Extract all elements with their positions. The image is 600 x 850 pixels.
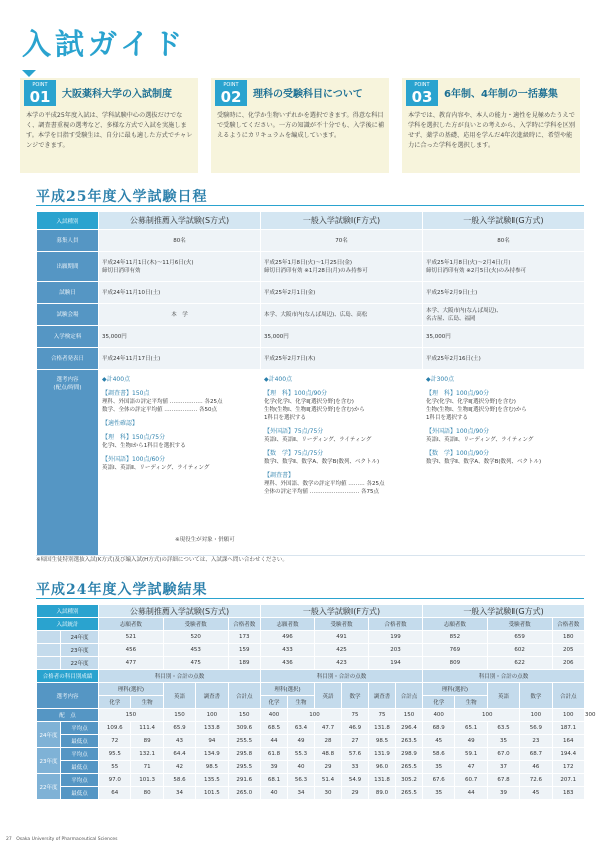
table-cell: 67.8 [487,774,519,787]
table-row [37,735,585,748]
table-cell [423,370,585,556]
table-row [37,774,585,787]
point-label: POINT [414,82,430,88]
table-cell: 456 [99,644,164,657]
row-label: 募集人員 [37,230,99,252]
subject-heading: 【数 学】75点/75分 [264,450,324,457]
table-cell: 44 [455,787,487,800]
table-row [37,618,585,631]
table-cell: 400 [423,709,455,722]
subject-detail: 英語Ⅰ、英語Ⅱ、リーディング、ライティング [102,465,210,471]
subject-detail: 理科、外国語の評定平均値 ……………… 各25点 数学、全体の評定平均値 ……………… 各50点 [102,399,223,413]
table-cell: 35,000円 [423,326,585,348]
table-cell: 40 [260,787,287,800]
table-cell: 29 [314,761,341,774]
table-cell: 35,000円 [261,326,423,348]
point-body: 本学では、教育内容や、本人の能力・適性を見極めたうえで学科を選択した方が良いとの考えから、入学時に学科を区別せず、薬学の基礎、応用を学んだ4年次進級時に、希望や能力に合った学科を選択します。 [408,112,576,149]
table-cell: 配 点 [37,709,99,722]
subject-heading: 【数 学】100点/90分 [426,450,490,457]
table-row [37,252,585,282]
table-cell: 22年度 [37,774,61,800]
table-cell: 55.3 [287,748,314,761]
subject-heading: ◆計400点 [102,376,131,383]
table-cell: 47.7 [314,722,341,735]
table-cell: 150 [228,709,260,722]
table-cell: 志願者数 [99,618,164,631]
table-cell: 296.4 [395,722,422,735]
table-cell: 263.5 [395,735,422,748]
table-cell: 433 [260,644,314,657]
table-cell: 101.5 [196,787,228,800]
table-cell: 選考内容 [37,683,99,709]
table-cell: 453 [163,644,228,657]
table-cell: 英語 [487,683,519,709]
point-label: POINT [223,82,239,88]
page-title: 入試ガイド [22,27,187,61]
table-cell: 75 [341,709,368,722]
table-cell: 265.0 [228,787,260,800]
table-cell: 423 [314,657,368,670]
subject-heading: 【理 科】100点/90分 [264,390,328,397]
table-cell: 64 [99,787,131,800]
table-row [37,787,585,800]
row-header-label: 入試種別 [37,212,99,230]
subject-heading: 【理 科】150点/75分 [102,434,166,441]
table-cell: 33 [341,761,368,774]
table-cell: 35 [423,787,455,800]
table-cell: 35,000円 [99,326,261,348]
table-cell: 合計点 [395,683,422,709]
table-cell: 本 学 [99,304,261,326]
row-label: 合格者発表日 [37,348,99,370]
column-header: 一般入学試験Ⅰ(F方式) [261,212,423,230]
table-cell: 35 [487,735,519,748]
table-cell: 132.1 [131,748,163,761]
table-cell: 852 [423,631,488,644]
table-cell: 291.6 [228,774,260,787]
table-cell: 平成25年2月16日(土) [423,348,585,370]
table-cell: 55 [99,761,131,774]
divider [36,598,584,599]
row-label: 試験会場 [37,304,99,326]
page-footer: 27 Osaka University of Pharmaceutical Sciences [6,837,118,842]
table-cell: 志願者数 [423,618,488,631]
table-cell: 57.6 [341,748,368,761]
table-cell: 数学 [520,683,552,709]
table-cell: 64.4 [163,748,195,761]
table-cell: 公募制推薦入学試験(S方式) [99,605,261,618]
table-cell: 496 [260,631,314,644]
table-cell: 化学 [423,696,455,709]
table-cell: 89.0 [368,787,395,800]
table-cell: 37 [487,761,519,774]
table-cell: 合格者数 [368,618,422,631]
subject-heading: 【外国語】100点/90分 [426,428,490,435]
point-heading: 理科の受験科目について [253,89,363,100]
table-cell: 199 [368,631,422,644]
table-cell: 平成25年1月8日(火)〜2月4日(月) 締切日消印有効 ※2月5日(火)のみ持参可 [423,252,585,282]
table-cell: 49 [455,735,487,748]
point-1 [20,78,198,173]
table-cell: 46 [520,761,552,774]
table-cell: 98.5 [368,735,395,748]
table-cell: 659 [487,631,552,644]
table-cell: 207.1 [552,774,584,787]
table-cell: 68.1 [260,774,287,787]
table-cell: 131.8 [368,722,395,735]
table-cell: 769 [423,644,488,657]
subject-heading: ◆計300点 [426,376,455,383]
table-cell: 35 [423,761,455,774]
table-cell: 180 [552,631,584,644]
table-row [37,370,585,556]
table-cell: 英語 [314,683,341,709]
table-cell: 51.4 [314,774,341,787]
table-cell: 平成24年11月1日(木)〜11月6日(火) 締切日消印有効 [99,252,261,282]
point-number: 01 [29,88,51,106]
table-cell: 622 [487,657,552,670]
table-cell: 98.5 [196,761,228,774]
table-cell: 309.6 [228,722,260,735]
subject-detail: 数学Ⅰ、数学Ⅱ、数学A、数学B(数列、ベクトル) [426,459,542,465]
subject-detail: 化学(化学Ⅰ、化学Ⅱ[選択分野]を含む) 生物(生物Ⅰ、生物Ⅱ[選択分野]を含む)から 1科目を選択する [426,399,527,421]
table-row [37,348,585,370]
table-cell: 合計点 [552,683,584,709]
table-cell: 平成25年1月8日(火)〜1月25日(金) 締切日消印有効 ※1月28日(月)のみ持参可 [261,252,423,282]
table-cell: 194.4 [552,748,584,761]
table-row [37,761,585,774]
table-cell [37,657,61,670]
table-cell: 809 [423,657,488,670]
table-cell: 521 [99,631,164,644]
footnote: ※帰国生徒特別選抜入試(K方式)及び編入試(H方式)の詳細については、入試課へ問い合わせください。 [36,557,288,563]
table-cell: 合計点 [228,683,260,709]
table-cell: 化学 [260,696,287,709]
table-cell: 科目別・合計の点数 [423,670,585,683]
table-cell: 80 [131,787,163,800]
table-cell: 54.9 [341,774,368,787]
table-cell: 平成25年2月7日(木) [261,348,423,370]
table-cell: 520 [163,631,228,644]
table-cell: 平成25年2月9日(土) [423,282,585,304]
subject-detail: 英語Ⅰ、英語Ⅱ、リーディング、ライティング [264,437,372,443]
table-cell: 27 [341,735,368,748]
subject-heading: 【外国語】100点/60分 [102,456,166,463]
table-row [37,644,585,657]
table-cell: 40 [287,761,314,774]
table-cell [37,644,61,657]
schedule-table [36,211,585,556]
table-cell: 58.6 [423,748,455,761]
table-cell: 111.4 [131,722,163,735]
table-row [37,230,585,252]
table-cell: 80名 [423,230,585,252]
point-body: 受験時に、化学か生物いずれかを選択できます。得意な科目で受験してください。一方の知識が不十分でも、入学後に補えるようにカリキュラムを編成しています。 [217,112,385,139]
table-row [37,722,585,735]
table-cell: 72.6 [520,774,552,787]
point-body: 本学の平成25年度入試は、学科試験中心の選抜だけでなく、調査書重視の選考など、多様な方式で入試を実施します。本学を目指す受験生は、自分に最も適した方式でチャレンジできます。 [26,112,193,149]
table-cell: 一般入学試験Ⅱ(G方式) [423,605,585,618]
subject-detail: 化学Ⅰ、生物Ⅰから1科目を選択する [102,443,186,449]
table-cell: 63.4 [287,722,314,735]
table-cell: 70名 [261,230,423,252]
table-cell: 75 [368,709,395,722]
table-cell [261,370,423,556]
table-cell: 45 [520,787,552,800]
table-cell: 理科(選択) [99,683,164,696]
table-cell: 42 [163,761,195,774]
table-cell: 65.1 [455,722,487,735]
table-cell: 60.7 [455,774,487,787]
table-cell: 29 [341,787,368,800]
table-cell: 265.5 [395,761,422,774]
table-cell: 100 [455,709,520,722]
table-cell: 97.0 [99,774,131,787]
table-cell: 100 [520,709,552,722]
table-cell: 23 [520,735,552,748]
table-cell: 96.0 [368,761,395,774]
schedule-heading: 平成25年度入学試験日程 [36,189,208,205]
table-cell: 23年度 [61,644,99,657]
table-cell [99,370,261,556]
table-cell: 183 [552,787,584,800]
table-cell: 265.5 [395,787,422,800]
table-cell: 調査書 [368,683,395,709]
table-cell: 89 [131,735,163,748]
table-cell: 39 [487,787,519,800]
point-badge [24,80,56,106]
point-heading: 大阪薬科大学の入試制度 [62,89,172,100]
table-cell [37,631,61,644]
table-cell: 最低点 [61,787,99,800]
table-cell: 24年度 [61,631,99,644]
table-row [37,657,585,670]
table-cell: 平成24年11月10日(土) [99,282,261,304]
table-cell: 受験者数 [314,618,368,631]
table-cell: 生物 [287,696,314,709]
subject-heading: 【調査書】150点 [102,390,150,397]
table-cell: 67.6 [423,774,455,787]
table-cell: 化学 [99,696,131,709]
table-cell: 255.5 [228,735,260,748]
table-cell: 28 [314,735,341,748]
table-cell: 45 [423,735,455,748]
table-cell: 94 [196,735,228,748]
table-cell: 133.8 [196,722,228,735]
table-cell: 34 [163,787,195,800]
table-row [37,282,585,304]
table-cell: 生物 [455,696,487,709]
table-cell: 80名 [99,230,261,252]
table-cell: 101.3 [131,774,163,787]
table-cell: 63.5 [487,722,519,735]
table-cell: 425 [314,644,368,657]
subject-heading: 【理 科】100点/90分 [426,390,490,397]
table-row [37,326,585,348]
table-cell: 入試統計 [37,618,99,631]
table-cell: 206 [552,657,584,670]
table-cell: 189 [228,657,260,670]
point-label: POINT [32,82,48,88]
table-cell: 68.9 [423,722,455,735]
title-marker [22,70,36,77]
table-cell: 科目別・合計の点数 [99,670,261,683]
table-row [37,670,585,683]
table-cell: 135.5 [196,774,228,787]
table-cell: 合格者数 [552,618,584,631]
table-cell: 477 [99,657,164,670]
results-table [36,604,596,800]
table-cell: 48.8 [314,748,341,761]
table-cell: 平均点 [61,774,99,787]
table-cell: 22年度 [61,657,99,670]
subject-heading: 【外国語】75点/75分 [264,428,324,435]
table-cell: 合格者数 [228,618,260,631]
table-cell: 131.8 [368,774,395,787]
table-row [37,605,585,618]
table-cell: 56.3 [287,774,314,787]
table-cell: 平成25年2月1日(金) [261,282,423,304]
table-cell: 24年度 [37,722,61,748]
table-cell: 59.1 [455,748,487,761]
table-cell: 数学 [341,683,368,709]
divider [36,205,584,206]
table-cell: 理科(選択) [260,683,314,696]
table-row [37,748,585,761]
table-cell: 172 [552,761,584,774]
table-row [37,631,585,644]
table-cell: 30 [314,787,341,800]
table-cell: 203 [368,644,422,657]
subject-heading: 【適性確認】 [102,420,139,427]
table-cell: 49 [287,735,314,748]
table-cell: 400 [260,709,287,722]
table-cell: 受験者数 [487,618,552,631]
table-cell: 47 [455,761,487,774]
table-cell: 一般入学試験Ⅰ(F方式) [260,605,422,618]
table-cell: 187.1 [552,722,584,735]
table-cell: 164 [552,735,584,748]
table-cell: 72 [99,735,131,748]
table-cell: 合格者の科目別成績 [37,670,99,683]
table-cell: 本学、大阪市内(なんば周辺)、 名古屋、広島、福岡 [423,304,585,326]
table-cell: 英語 [163,683,195,709]
small-note: ※現役生が対象・併願可 [175,537,235,543]
table-cell: 68.7 [520,748,552,761]
table-cell: 298.9 [395,748,422,761]
table-cell: 295.5 [228,761,260,774]
table-cell: 150 [99,709,164,722]
table-cell: 475 [163,657,228,670]
table-cell: 科目別・合計の点数 [260,670,422,683]
table-cell: 194 [368,657,422,670]
table-cell: 100 [196,709,228,722]
table-cell: 本学、大阪市内(なんば周辺)、広島、高松 [261,304,423,326]
table-cell: 56.9 [520,722,552,735]
table-cell: 100 [287,709,341,722]
table-cell: 159 [228,644,260,657]
table-cell: 491 [314,631,368,644]
table-cell: 44 [260,735,287,748]
table-cell: 68.5 [260,722,287,735]
table-cell: 67.0 [487,748,519,761]
table-cell: 39 [260,761,287,774]
table-cell: 150 [163,709,195,722]
table-cell: 71 [131,761,163,774]
table-cell: 602 [487,644,552,657]
column-header: 公募制推薦入学試験(S方式) [99,212,261,230]
table-row [37,304,585,326]
point-3 [402,78,580,173]
table-cell: 生物 [131,696,163,709]
table-cell: 305.2 [395,774,422,787]
table-cell: 志願者数 [260,618,314,631]
point-number: 02 [220,88,242,106]
table-cell: 61.8 [260,748,287,761]
row-label: 入学検定料 [37,326,99,348]
table-cell: 134.9 [196,748,228,761]
subject-heading: 【調査書】 [264,472,295,479]
table-cell: 受験者数 [163,618,228,631]
table-cell: 173 [228,631,260,644]
table-cell: 131.9 [368,748,395,761]
point-badge [215,80,247,106]
table-cell: 最低点 [61,761,99,774]
table-row [37,683,585,696]
table-cell: 205 [552,644,584,657]
subject-detail: 英語Ⅰ、英語Ⅱ、リーディング、ライティング [426,437,534,443]
table-cell: 58.6 [163,774,195,787]
table-cell: 平成24年11月17日(土) [99,348,261,370]
table-cell: 100 [552,709,584,722]
table-cell: 65.9 [163,722,195,735]
subject-detail: 化学(化学Ⅰ、化学Ⅱ[選択分野]を含む) 生物(生物Ⅰ、生物Ⅱ[選択分野]を含む)から 1科目を選択する [264,399,365,421]
table-cell: 46.9 [341,722,368,735]
table-cell: 調査書 [196,683,228,709]
table-cell: 23年度 [37,748,61,774]
table-cell: 34 [287,787,314,800]
table-cell: 109.6 [99,722,131,735]
table-cell: 平均点 [61,722,99,735]
table-cell: 理科(選択) [423,683,488,696]
point-number: 03 [411,88,433,106]
point-badge [406,80,438,106]
column-header: 一般入学試験Ⅱ(G方式) [423,212,585,230]
table-cell: 436 [260,657,314,670]
table-cell: 入試種別 [37,605,99,618]
table-cell: 最低点 [61,735,99,748]
row-label: 試験日 [37,282,99,304]
point-heading: 6年制、4年制の一括募集 [444,89,558,100]
table-row: 配 点 150 150 100 150 400 100 75 75 150 400 100 100 100 300 [37,709,585,722]
table-cell: 平均点 [61,748,99,761]
point-panel [20,78,580,173]
row-label: 選考内容 (配点/時間) [37,370,99,556]
table-cell: 150 [395,709,422,722]
table-cell: 43 [163,735,195,748]
subject-heading: ◆計400点 [264,376,293,383]
point-2 [211,78,389,173]
table-cell: 95.5 [99,748,131,761]
row-label: 出願期間 [37,252,99,282]
table-cell: 295.8 [228,748,260,761]
subject-detail: 数学Ⅰ、数学Ⅱ、数学A、数学B(数列、ベクトル) [264,459,380,465]
results-heading: 平成24年度入学試験結果 [36,582,208,598]
subject-detail: 理科、外国語、数学の評定平均値 ……… 各25点 全体の評定平均値 ……………………… 各75点 [264,481,385,495]
